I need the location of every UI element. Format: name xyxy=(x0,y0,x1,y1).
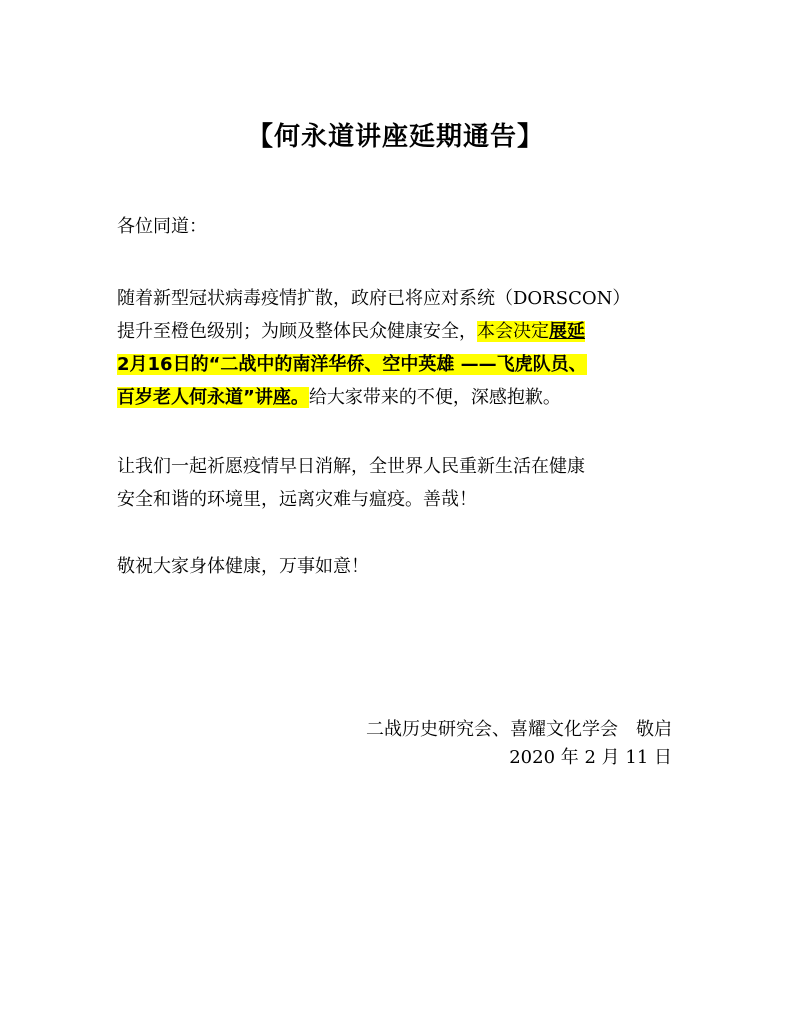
notice-title: 【何永道讲座延期通告】 xyxy=(246,122,544,152)
paragraph-text: 给大家带来的不便，深感抱歉。 xyxy=(308,387,561,408)
closing-greeting: 敬祝大家身体健康，万事如意！ xyxy=(117,556,369,577)
paragraph-line: 安全和谐的环境里，远离灾难与瘟疫。善哉！ xyxy=(117,489,477,510)
signature-date: 2020 年 2 月 11 日 xyxy=(509,747,672,768)
highlighted-bold-text: 2月16日的“二战中的南洋华侨、空中英雄 ——飞虎队员、 xyxy=(117,354,587,375)
paragraph-text: 提升至橙色级别；为顾及整体民众健康安全， xyxy=(117,321,477,342)
salutation: 各位同道： xyxy=(117,216,207,237)
paragraph-line: 让我们一起祈愿疫情早日消解，全世界人民重新生活在健康 xyxy=(117,456,585,477)
paragraph-line xyxy=(117,381,697,414)
highlighted-bold-text: 展延 xyxy=(549,321,585,342)
paragraph-line xyxy=(117,315,697,348)
paragraph-wishes xyxy=(117,450,697,516)
paragraph-line xyxy=(117,348,697,381)
paragraph-announcement xyxy=(117,282,697,414)
highlighted-text: 本会决定 xyxy=(477,321,549,342)
signature-organizations: 二战历史研究会、喜耀文化学会 敬启 xyxy=(366,719,672,740)
paragraph-line: 随着新型冠状病毒疫情扩散，政府已将应对系统（DORSCON） xyxy=(117,288,631,309)
highlighted-bold-text: 百岁老人何永道”讲座。 xyxy=(117,387,309,408)
